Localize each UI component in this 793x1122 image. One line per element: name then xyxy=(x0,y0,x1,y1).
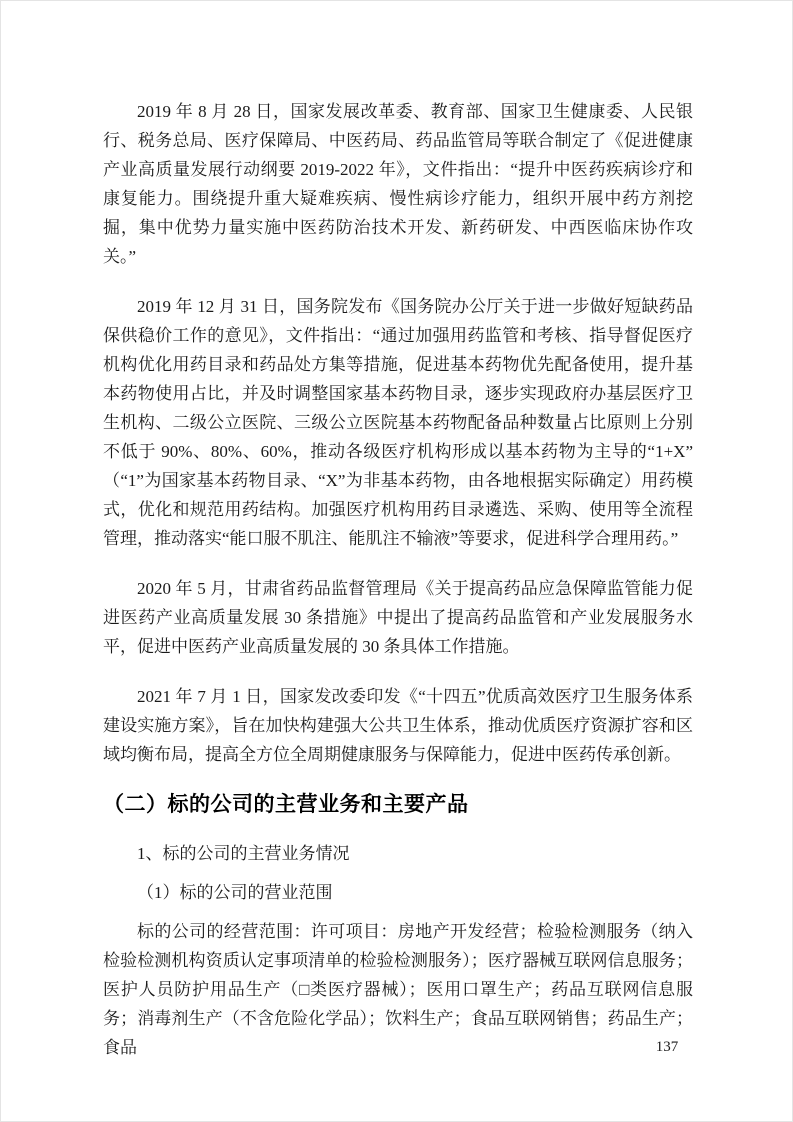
paragraph-policy-2019-08: 2019 年 8 月 28 日，国家发展改革委、教育部、国家卫生健康委、人民银行、税务总局、医疗保障局、中医药局、药品监管局等联合制定了《促进健康产业高质量发展行动纲要 2019-2022 年》，文件指出：“提升中医药疾病诊疗和康复能力。围绕提升重大疑难疾病、慢性病诊疗能力，组织开展中药方剂挖掘，集中优势力量实施中医药防治技术开发、新药研发、中西医临床协作攻关。” xyxy=(103,102,693,266)
paragraph-business-scope: 标的公司的经营范围：许可项目：房地产开发经营；检验检测服务（纳入检验检测机构资质认定事项清单的检验检测服务）；医疗器械互联网信息服务；医护人员防护用品生产（□类医疗器械）；医用口罩生产；药品互联网信息服务；消毒剂生产（不含危险化学品）；饮料生产；食品互联网销售；药品生产；食品 xyxy=(103,922,693,1057)
page-content xyxy=(103,97,693,1083)
paragraph-policy-2019-12: 2019 年 12 月 31 日，国务院发布《国务院办公厅关于进一步做好短缺药品保供稳价工作的意见》，文件指出：“通过加强用药监管和考核、指导督促医疗机构优化用药目录和药品处方集等措施，促进基本药物优先配备使用，提升基本药物使用占比，并及时调整国家基本药物目录，逐步实现政府办基层医疗卫生机构、二级公立医院、三级公立医院基本药物配备品种数量占比原则上分别不低于 90%、80%、60%，推动各级医疗机构形成以基本药物为主导的“1+X”（“1”为国家基本药物目录、“X”为非基本药物，由各地根据实际确定）用药模式，优化和规范用药结构。加强医疗机构用药目录遴选、采购、使用等全流程管理，推动落实“能口服不肌注、能肌注不输液”等要求，促进科学合理用药。” xyxy=(103,297,693,548)
subsection-title-business-scope: （1）标的公司的营业范围 xyxy=(137,883,333,902)
paragraph-policy-2021-07: 2021 年 7 月 1 日，国家发改委印发《“十四五”优质高效医疗卫生服务体系建设实施方案》，旨在加快构建强大公共卫生体系，推动优质医疗资源扩容和区域均衡布局，提高全方位全周期健康服务与保障能力，促进中医药传承创新。 xyxy=(103,687,693,764)
page-number: 137 xyxy=(655,1039,679,1055)
section-heading: （二）标的公司的主营业务和主要产品 xyxy=(103,793,469,816)
paragraph-policy-2020-05: 2020 年 5 月，甘肃省药品监督管理局《关于提高药品应急保障监管能力促进医药产业高质量发展 30 条措施》中提出了提高药品监管和产业发展服务水平，促进中医药产业高质量发展的 30 条具体工作措施。 xyxy=(103,579,693,656)
subsection-title-main-business: 1、标的公司的主营业务情况 xyxy=(137,844,350,863)
